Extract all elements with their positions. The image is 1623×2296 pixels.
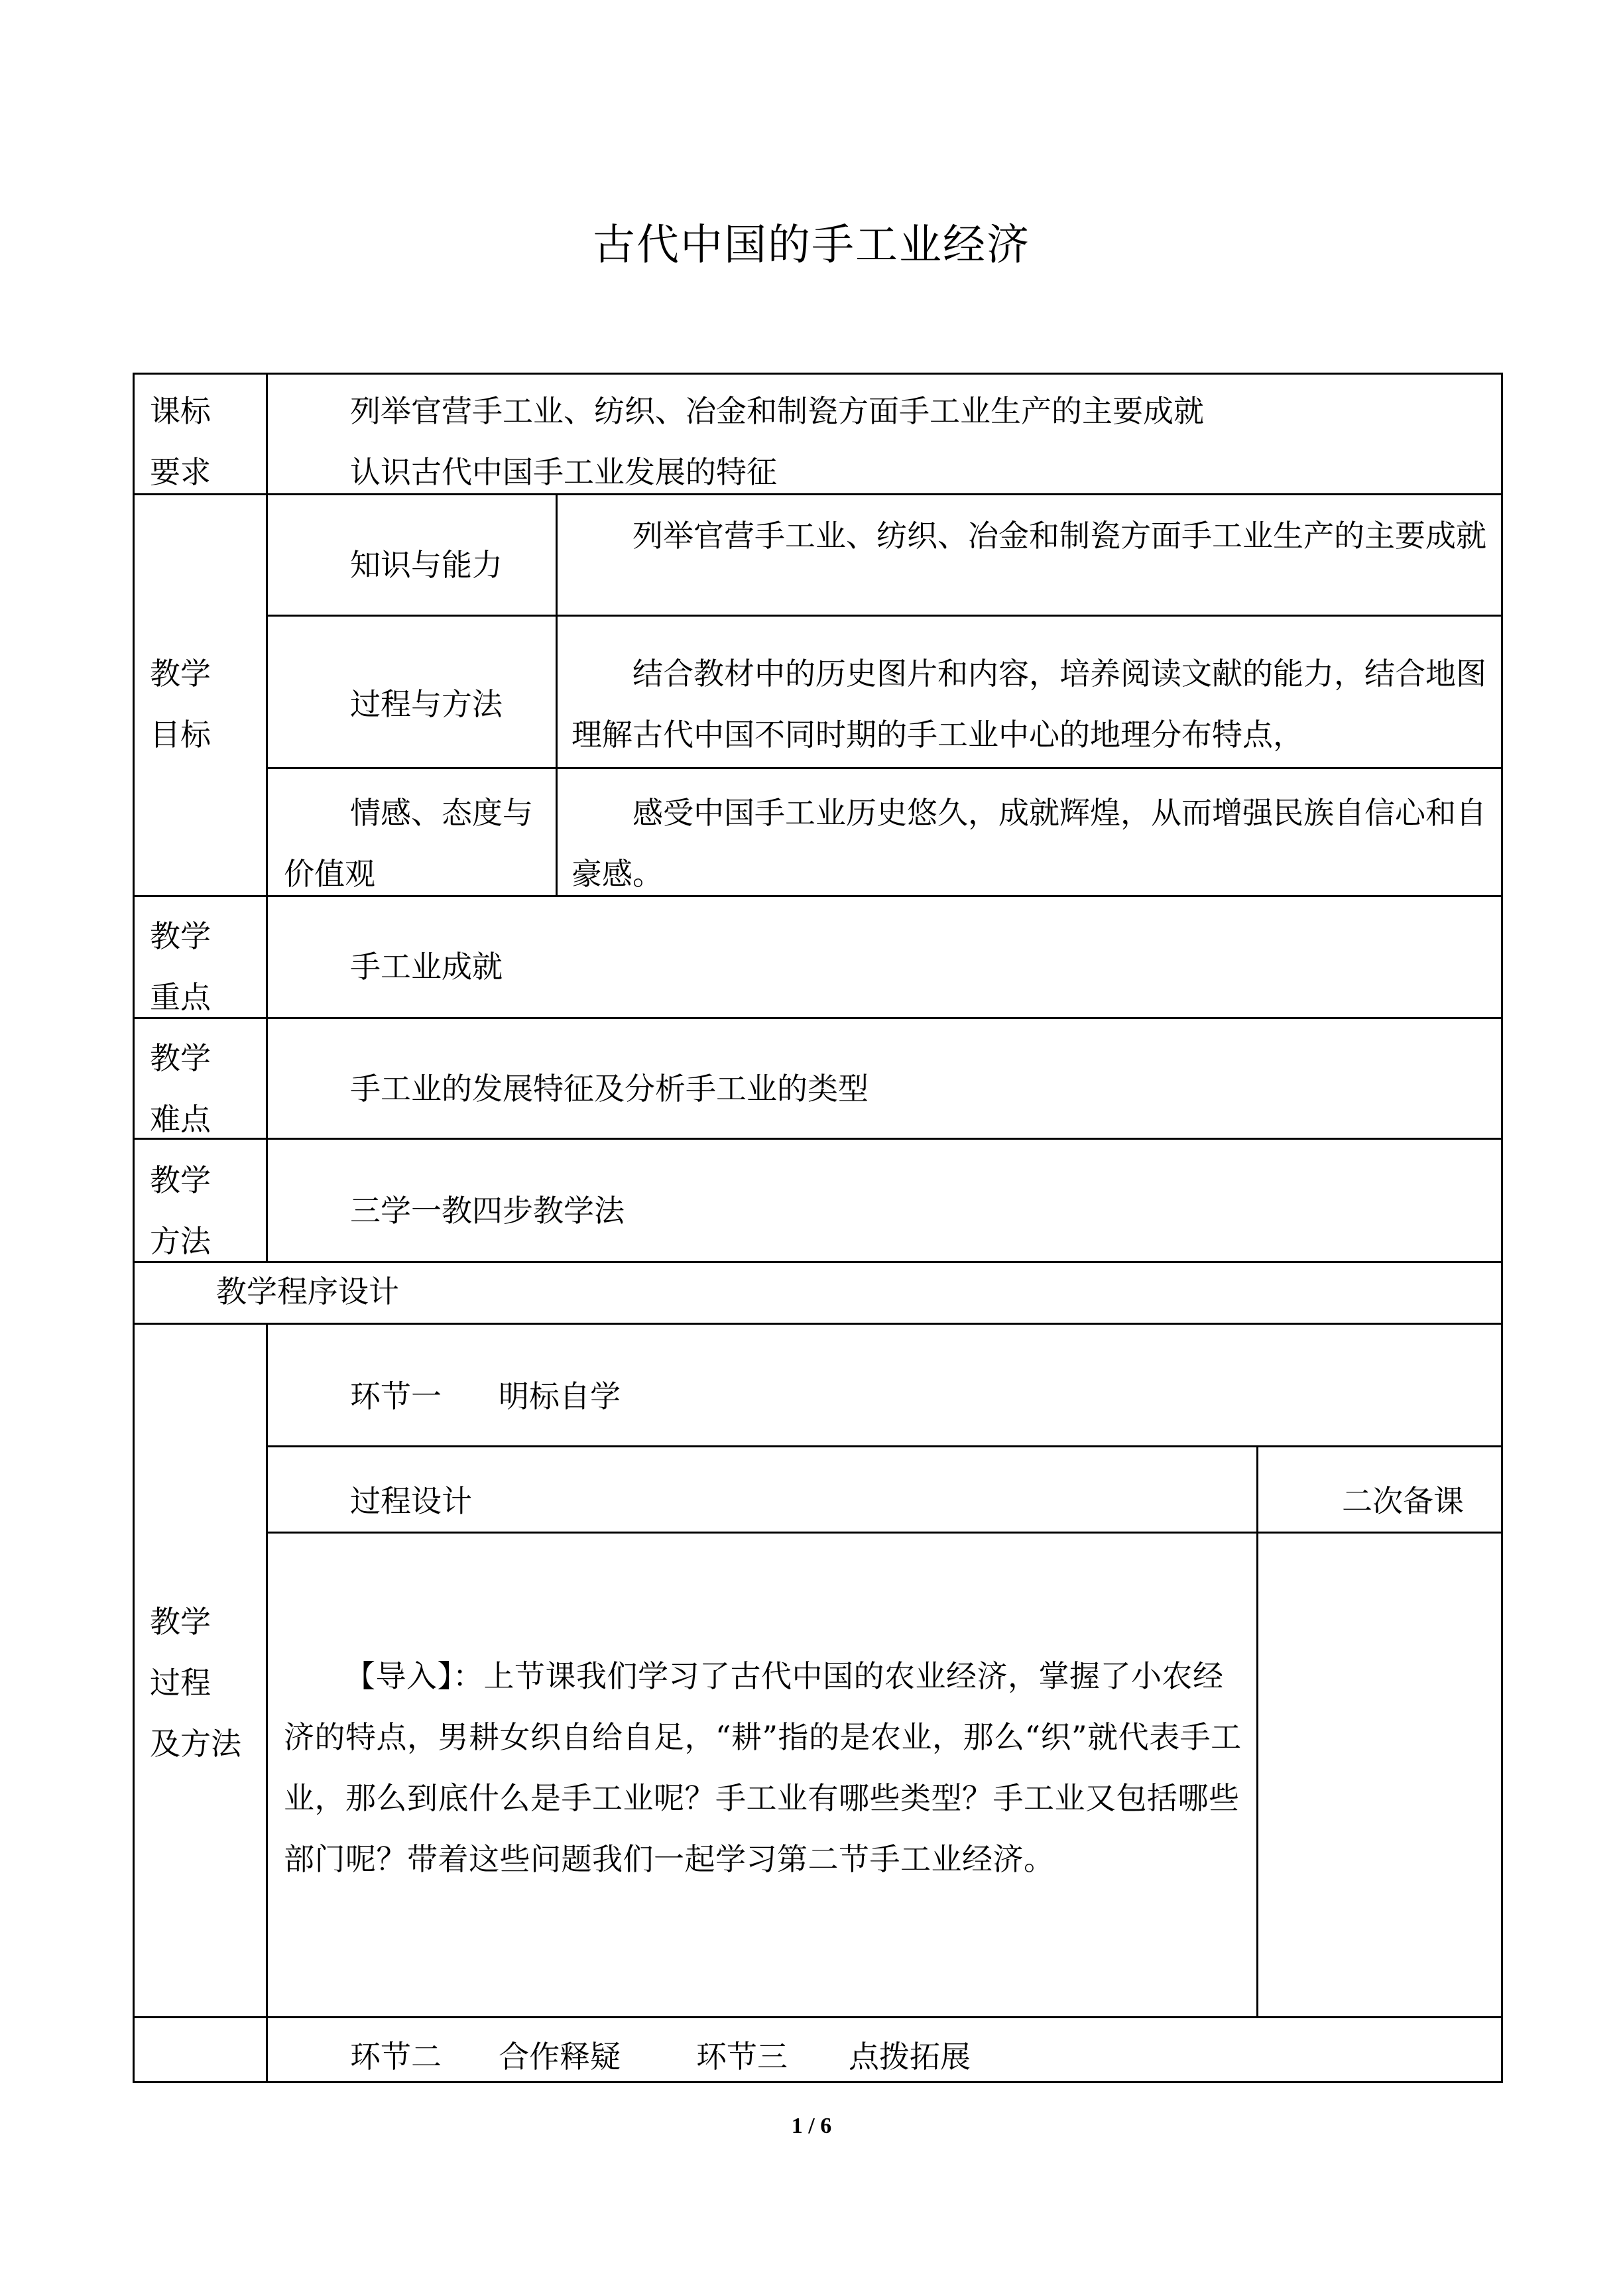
zhongdian-content: 手工业成就 bbox=[350, 949, 503, 985]
guocheng-label-line1: 教学 bbox=[150, 1604, 211, 1640]
goal-knowledge-label: 知识与能力 bbox=[350, 547, 503, 583]
step3-title: 点拨拓展 bbox=[849, 2039, 971, 2075]
step1-title: 明标自学 bbox=[499, 1378, 621, 1414]
goal-knowledge-text: 列举官营手工业、纺织、冶金和制瓷方面手工业生产的主要成就 bbox=[632, 518, 1486, 554]
second-prep-header: 二次备课 bbox=[1342, 1483, 1464, 1519]
kebiao-label-line1: 课标 bbox=[150, 393, 211, 429]
step1-name: 环节一 bbox=[350, 1378, 442, 1414]
page-indicator: 1 / 6 bbox=[791, 2114, 832, 2138]
goal-emotion-label-line2: 价值观 bbox=[284, 856, 375, 892]
step2-name: 环节二 bbox=[350, 2039, 442, 2075]
guocheng-label-line2: 过程 bbox=[150, 1665, 211, 1701]
step3-name: 环节三 bbox=[696, 2039, 788, 2075]
intro-paragraph bbox=[284, 1646, 1246, 1890]
goal-process-label: 过程与方法 bbox=[350, 686, 503, 722]
zhongdian-label-line1: 教学 bbox=[150, 918, 211, 954]
page-title: 古代中国的手工业经济 bbox=[593, 221, 1030, 270]
nandian-label-line1: 教学 bbox=[150, 1040, 211, 1076]
zhongdian-label-line2: 重点 bbox=[150, 979, 211, 1015]
guocheng-label-line3: 及方法 bbox=[150, 1726, 241, 1762]
nandian-content: 手工业的发展特征及分析手工业的类型 bbox=[350, 1071, 869, 1107]
goal-emotion-text: 感受中国手工业历史悠久，成就辉煌，从而增强民族自信心和自豪感。 bbox=[571, 795, 1486, 892]
intro-text: ：上节课我们学习了古代中国的农业经济，掌握了小农经济的特点，男耕女织自给自足，“耕”指的是农业，那么“织”就代表手工业，那么到底什么是手工业呢？手工业有哪些类型？手工业又包括哪些部门呢？带着这些问题我们一起学习第二节手工业经济。 bbox=[284, 1658, 1242, 1877]
nandian-label-line2: 难点 bbox=[150, 1101, 211, 1137]
kebiao-content-line2: 认识古代中国手工业发展的特征 bbox=[350, 454, 777, 490]
step2-title: 合作释疑 bbox=[499, 2039, 621, 2075]
mubiao-label-line2: 目标 bbox=[150, 717, 211, 753]
chengxu-heading: 教学程序设计 bbox=[216, 1274, 399, 1309]
fangfa-content: 三学一教四步教学法 bbox=[350, 1193, 625, 1229]
intro-tag: 【导入】 bbox=[345, 1658, 453, 1694]
goal-emotion-label-line1: 情感、态度与 bbox=[350, 795, 533, 831]
fangfa-label-line2: 方法 bbox=[150, 1223, 211, 1259]
mubiao-label-line1: 教学 bbox=[150, 656, 211, 692]
kebiao-content-line1: 列举官营手工业、纺织、冶金和制瓷方面手工业生产的主要成就 bbox=[350, 393, 1204, 429]
kebiao-label-line2: 要求 bbox=[150, 454, 211, 490]
goal-process-text: 结合教材中的历史图片和内容，培养阅读文献的能力，结合地图理解古代中国不同时期的手工业中心的地理分布特点， bbox=[571, 656, 1486, 753]
design-header: 过程设计 bbox=[350, 1483, 472, 1519]
fangfa-label-line1: 教学 bbox=[150, 1162, 211, 1198]
